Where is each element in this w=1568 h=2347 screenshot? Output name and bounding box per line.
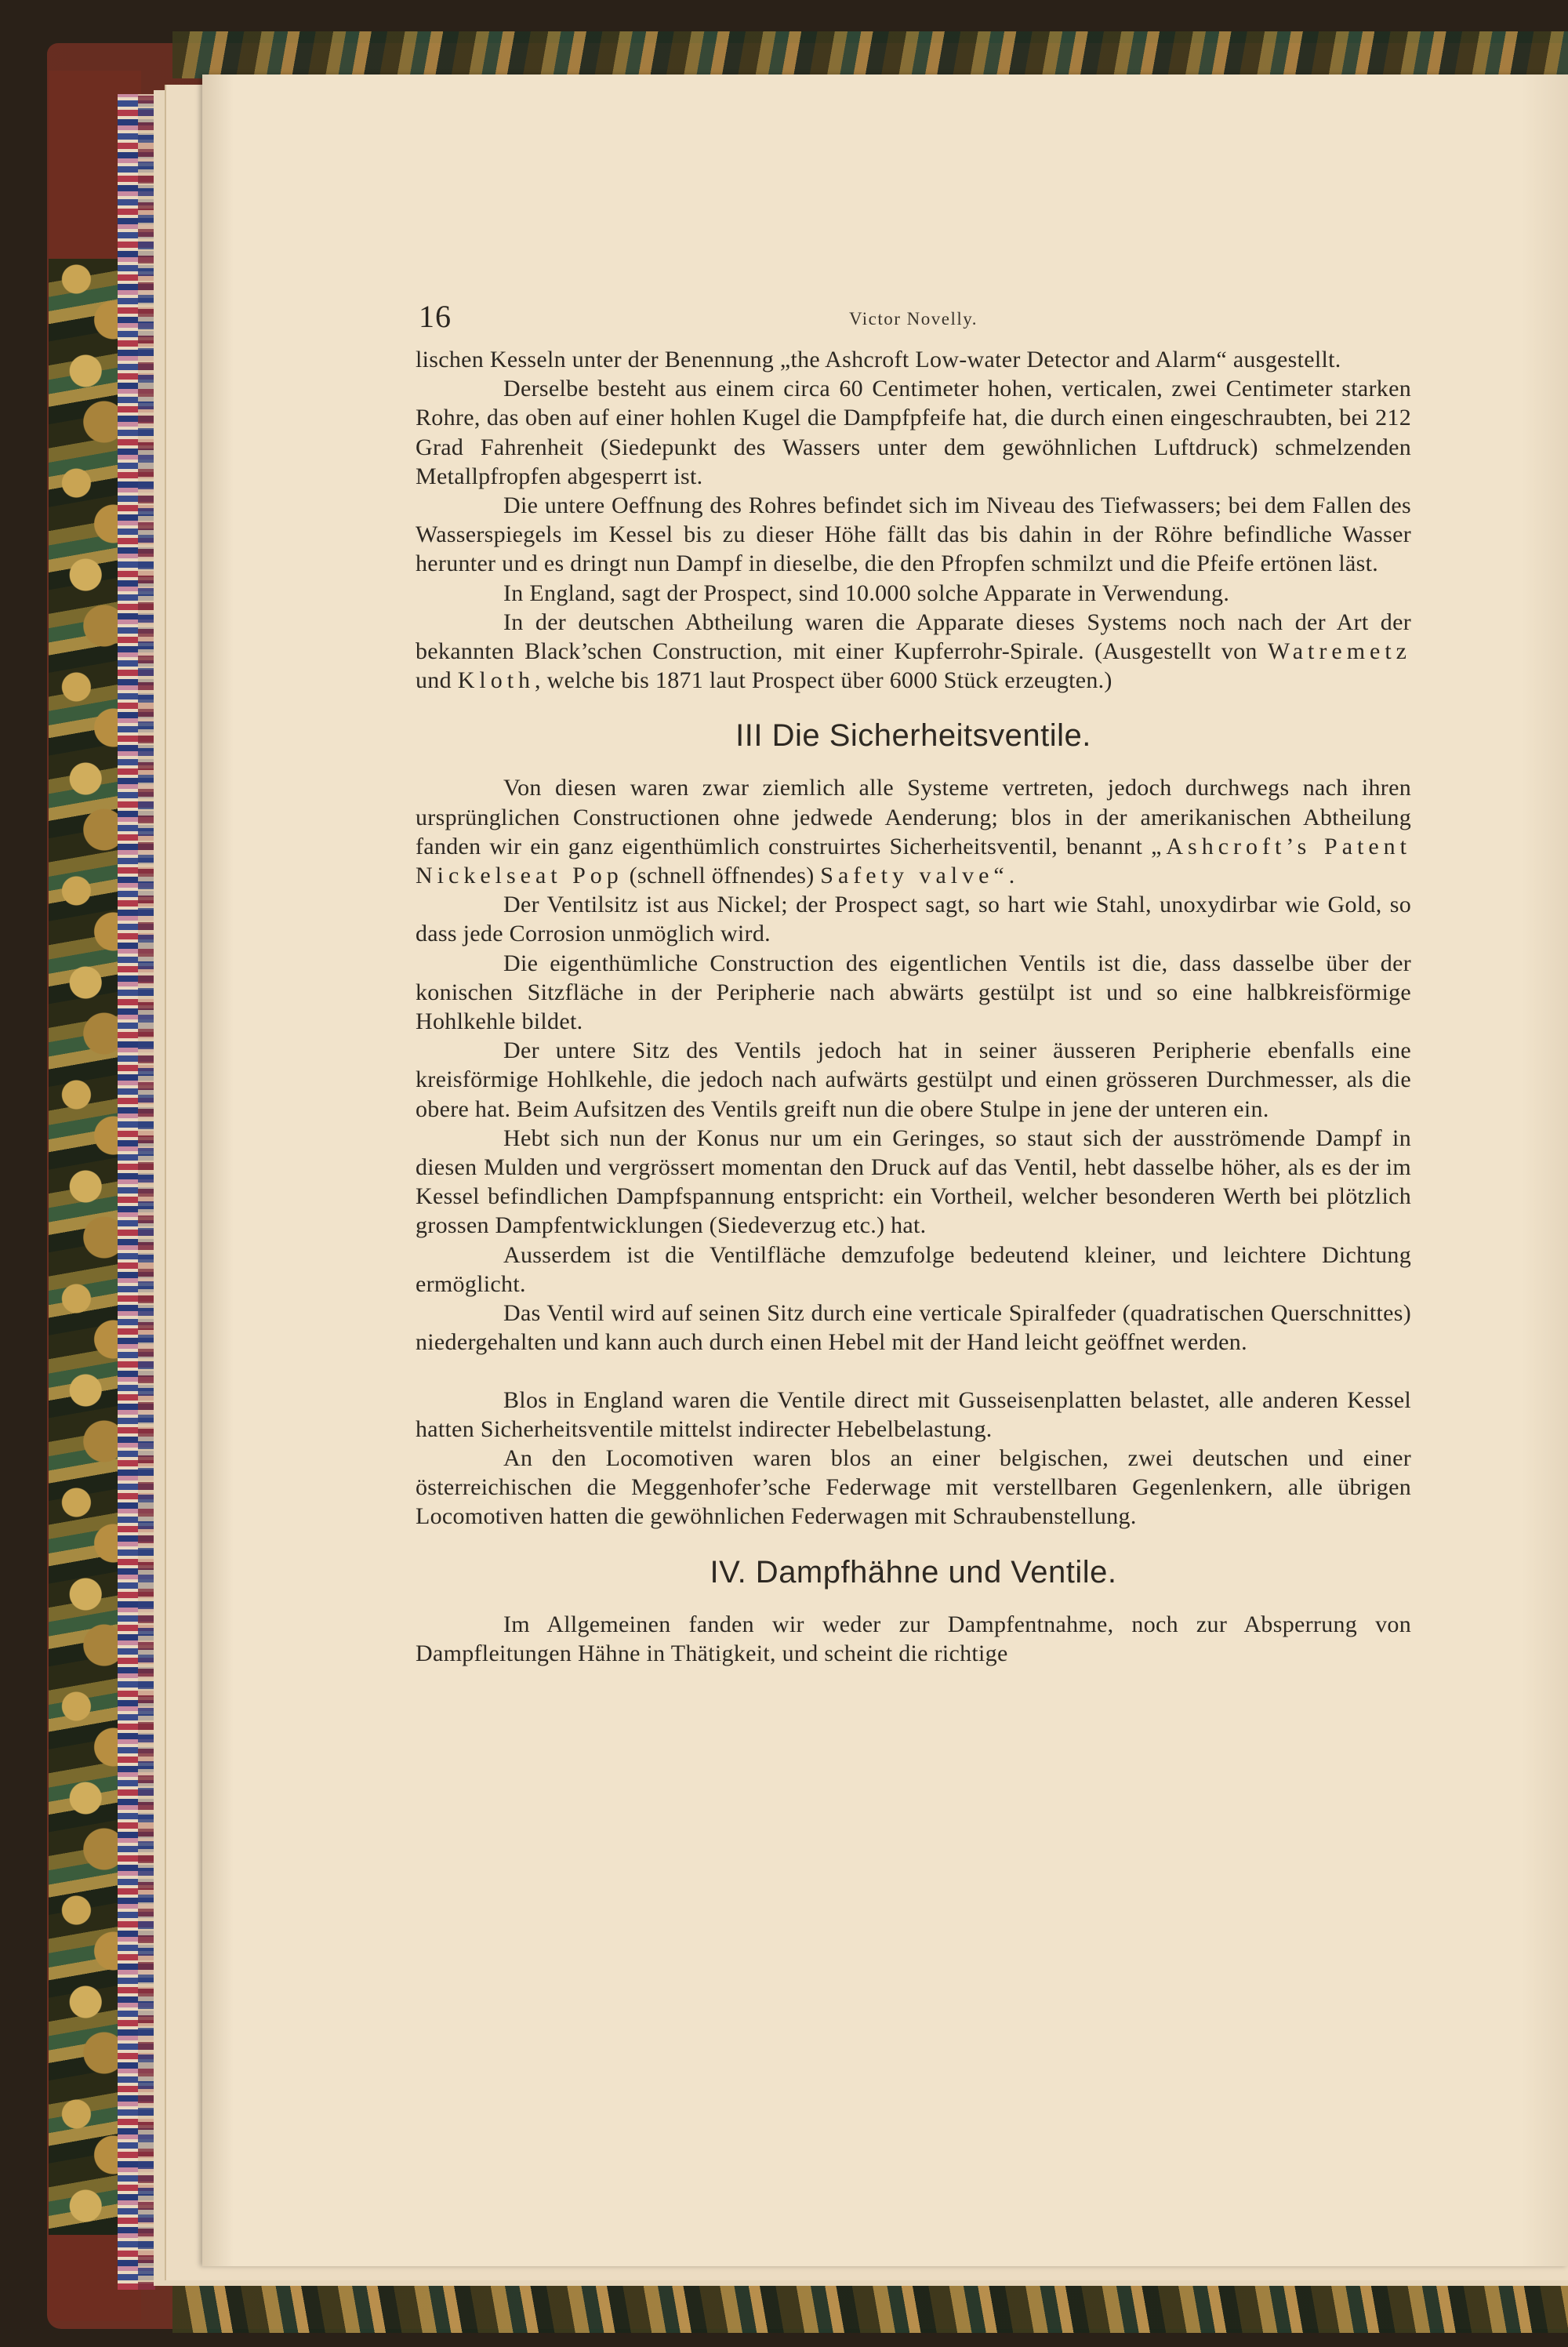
paragraph: An den Locomotiven waren blos an einer belgischen, zwei deutschen und einer österreichischen die Meggenhofer’sche Federwage mit verstellbaren Gegenlenkern, alle übrigen Locomotiven hatten die gewöhnlichen Federwagen mit Schraubenstellung. <box>416 1444 1411 1530</box>
exhibitor-name: Kloth <box>457 667 535 694</box>
paragraph: Derselbe besteht aus einem circa 60 Centimeter hohen, verticalen, zwei Centimeter starken Rohre, das oben auf einer hohlen Kugel die Dampfpfeife hat, die durch einen eingeschraubten, bei 212 Grad Fahrenheit (Siedepunkt des Wassers unter dem gewöhnlichen Luftdruck) schmelzenden Metallpfropfen abgesperrt ist. <box>416 376 1411 489</box>
paragraph: Die untere Oeffnung des Rohres befindet sich im Niveau des Tiefwassers; bei dem Fallen des Wasserspiegels im Kessel bis zu dieser Höhe fällt das bis dahin in der Röhre befindliche Wasser herunter und es dringt nun Dampf in dieselbe, die den Pfropfen schmilzt und die Pfeife ertönen läst. <box>416 492 1411 577</box>
product-name: „Ashcroft’s Patent Nickelseat Pop <box>416 833 1412 889</box>
product-name: Safety valve“. <box>820 863 1020 889</box>
paragraph: Der Ventilsitz ist aus Nickel; der Prospect sagt, so hart wie Stahl, unoxydirbar wie Gold, so dass jede Corrosion unmöglich wird. <box>416 892 1411 947</box>
text-run: In der deutschen Abtheilung waren die Apparate dieses Systems noch nach der Art der bekannten Black’schen Construction, mit einer Kupferrohr-Spirale. (Ausgestellt von <box>416 609 1411 665</box>
paragraph: Hebt sich nun der Konus nur um ein Geringes, so staut sich der ausströmende Dampf in diesen Mulden und vergrössert momentan den Druck auf das Ventil, hebt dasselbe höher, als es der im Kessel befindlichen Dampfspannung entspricht: ein Vortheil, welcher besonderen Werth bei plötzlich grossen Dampfentwicklungen (Siedeverzug etc.) hat. <box>416 1124 1411 1239</box>
marbled-edge-top <box>172 31 1568 78</box>
section-heading: IV. Dampfhähne und Ventile. <box>710 1554 1117 1589</box>
paragraph: In England, sagt der Prospect, sind 10.000 solche Apparate in Verwendung. <box>503 579 1230 606</box>
text-run: Von diesen waren zwar ziemlich alle Systeme vertreten, jedoch durchwegs nach ihren ursprünglichen Constructionen ohne jedwede Aenderung; blos in der amerikanischen Abtheilung fanden wir ein ganz eigenthümlich construirtes Sicherheitsventil, benannt <box>416 775 1411 859</box>
running-head <box>416 298 1411 345</box>
marbled-endpaper-inner <box>138 94 155 2290</box>
paragraph: Der untere Sitz des Ventils jedoch hat in seiner äusseren Peripherie ebenfalls eine kreisförmige Hohlkehle, die jedoch nach aufwärts gestülpt und einen grösseren Durchmesser, als die obere hat. Beim Aufsitzen des Ventils greift nun die obere Stulpe in jene der unteren ein. <box>416 1037 1411 1122</box>
text-run: und <box>416 667 458 694</box>
exhibitor-name: Watremetz <box>1267 638 1411 665</box>
paragraph: Im Allgemeinen fanden wir weder zur Dampfentnahme, noch zur Absperrung von Dampfleitungen Hähne in Thätigkeit, und scheint die richtige <box>416 1611 1411 1666</box>
paragraph-valve-intro <box>416 773 1411 890</box>
text-run: , welche bis 1871 laut Prospect über 6000 Stück erzeugten.) <box>535 667 1112 694</box>
section-heading: III Die Sicherheitsventile. <box>735 718 1091 754</box>
page-text-block <box>416 298 1411 1668</box>
paragraph-exhibitors <box>416 608 1411 696</box>
paragraph: Blos in England waren die Ventile direct mit Gusseisenplatten belastet, alle anderen Kessel hatten Sicherheitsventile mittelst indirecter Hebelbelastung. <box>416 1386 1411 1442</box>
paragraph-continued: lischen Kesseln unter der Benennung „the Ashcroft Low-water Detector and Alarm“ ausgestellt. <box>416 347 1341 372</box>
paragraph: Die eigenthümliche Construction des eigentlichen Ventils ist die, dass dasselbe über der konischen Sitzfläche in der Peripherie nach abwärts gestülpt ist und so eine halbkreisförmige Hohlkehle bildet. <box>416 950 1411 1035</box>
paragraph: Ausserdem ist die Ventilfläche demzufolge bedeutend kleiner, und leichtere Dichtung ermöglicht. <box>416 1241 1411 1297</box>
text-run: (schnell öffnendes) <box>622 863 821 889</box>
running-title: Victor Novelly. <box>849 309 978 329</box>
page-number: 16 <box>419 299 452 334</box>
marbled-edge-bottom <box>172 2278 1568 2333</box>
paragraph: Das Ventil wird auf seinen Sitz durch eine verticale Spiralfeder (quadratischen Querschnittes) niedergehalten und kann auch durch einen Hebel mit der Hand leicht geöffnet werden. <box>416 1300 1411 1356</box>
